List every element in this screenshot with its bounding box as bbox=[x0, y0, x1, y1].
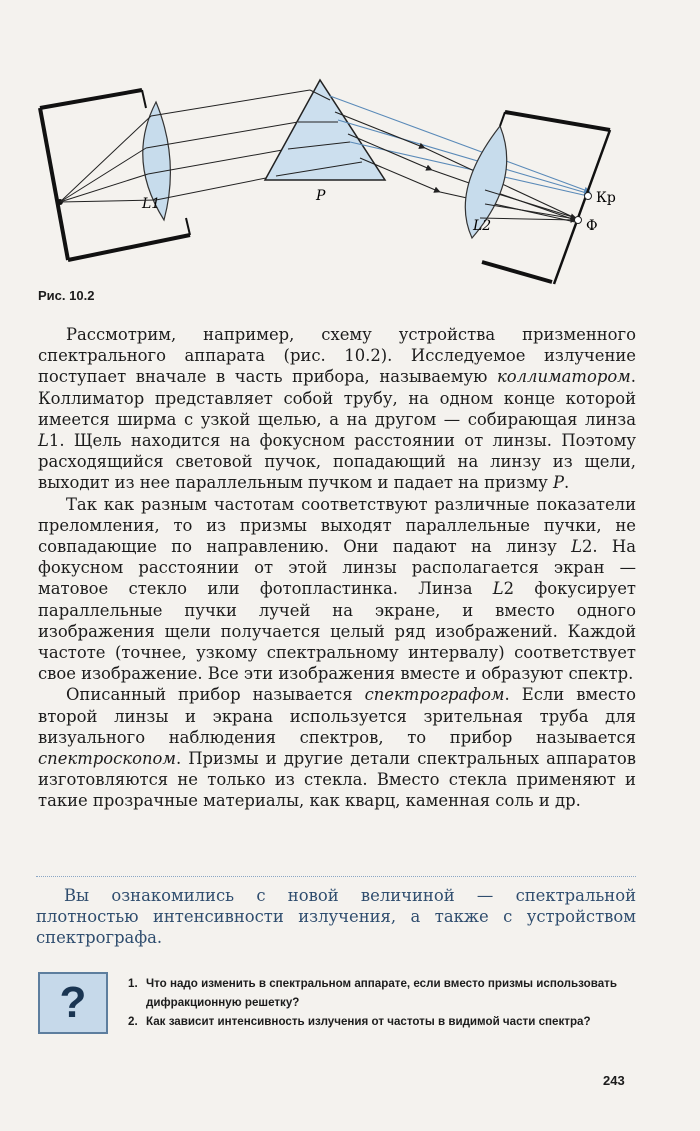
question-mark-icon bbox=[38, 972, 108, 1034]
question-text: Что надо изменить в спектральном аппарате, если вместо призмы использовать дифракционную решетку? bbox=[146, 977, 617, 1009]
point-kr bbox=[585, 193, 592, 200]
prism-p bbox=[265, 80, 385, 180]
term: коллиматором bbox=[496, 367, 631, 387]
lens-l2-label: L2 bbox=[473, 218, 492, 234]
paragraph bbox=[38, 494, 636, 685]
term: спектрографом bbox=[364, 685, 505, 705]
point-kr-label: Кр bbox=[596, 190, 616, 206]
rays-blue bbox=[330, 96, 590, 196]
text-run: . bbox=[564, 473, 570, 493]
question-item bbox=[128, 974, 636, 1012]
rays-slit-to-l1 bbox=[60, 116, 156, 202]
text-run: 2 фокусирует параллельные пучки лучей на экране, и вместо одного изображения щели получается целый ряд изображений. Каждой частоте (точнее, узкому спектральному интервалу) соответствует свое изображение. Все эти изображения вместе и образуют спектр. bbox=[38, 579, 636, 684]
point-f bbox=[575, 217, 582, 224]
question-item bbox=[128, 1012, 636, 1031]
text-run: Рассмотрим, например, схему устройства призменного спектрального аппарата (рис. 10.2). Исследуемое излучение поступает вначале в часть прибора, называемую bbox=[38, 325, 636, 387]
text-run: 1. Щель находится на фокусном расстоянии от линзы. Поэтому расходящийся световой пучок, попадающий на линзу из щели, выходит из нее параллельным пучком и падает на призму bbox=[38, 431, 636, 493]
term: спектроскопом bbox=[38, 749, 176, 769]
paragraph bbox=[38, 684, 636, 811]
text-run: . Коллиматор представляет собой трубу, на одном конце которой имеется ширма с узкой щелью, а на другом — собирающая линза bbox=[38, 367, 636, 429]
text-run: Так как разным частотам соответствуют различные показатели преломления, то из призмы выходят параллельные пучки, не совпадающие по направлению. Они падают на линзу bbox=[38, 494, 636, 557]
symbol: L bbox=[571, 537, 582, 557]
summary-box bbox=[36, 876, 636, 949]
review-questions bbox=[128, 974, 636, 1031]
symbol: L bbox=[38, 431, 49, 451]
text-run: 2. На фокусном расстоянии от этой линзы располагается экран — матовое стекло или фотопластинка. Линза bbox=[38, 537, 636, 599]
lens-l1-label: L1 bbox=[142, 196, 161, 212]
symbol: P bbox=[552, 473, 565, 493]
question-number: 2. bbox=[128, 1015, 138, 1028]
question-number: 1. bbox=[128, 977, 138, 990]
main-text bbox=[38, 324, 636, 812]
spectrograph-figure bbox=[30, 70, 670, 300]
figure-caption: Рис. 10.2 bbox=[38, 288, 95, 303]
prism-label: P bbox=[316, 188, 326, 204]
symbol: L bbox=[492, 579, 504, 599]
text-run: . Если вместо второй линзы и экрана используется зрительная труба для визуального наблюдения спектров, то прибор называется bbox=[38, 685, 636, 747]
question-mark-glyph: ? bbox=[59, 978, 87, 1027]
summary-text: Вы ознакомились с новой величиной — спектральной плотностью интенсивности излучения, а также с устройством спектрографа. bbox=[36, 886, 636, 948]
paragraph bbox=[38, 324, 636, 494]
spectrograph-diagram bbox=[30, 70, 670, 300]
text-run: Описанный прибор называется bbox=[66, 685, 365, 705]
text-run: . Призмы и другие детали спектральных аппаратов изготовляются не только из стекла. Вместо стекла применяют и такие прозрачные материалы, как кварц, каменная соль и др. bbox=[38, 749, 636, 811]
point-f-label: Ф bbox=[586, 218, 598, 234]
question-text: Как зависит интенсивность излучения от частоты в видимой части спектра? bbox=[146, 1015, 591, 1028]
page-number: 243 bbox=[603, 1073, 625, 1088]
